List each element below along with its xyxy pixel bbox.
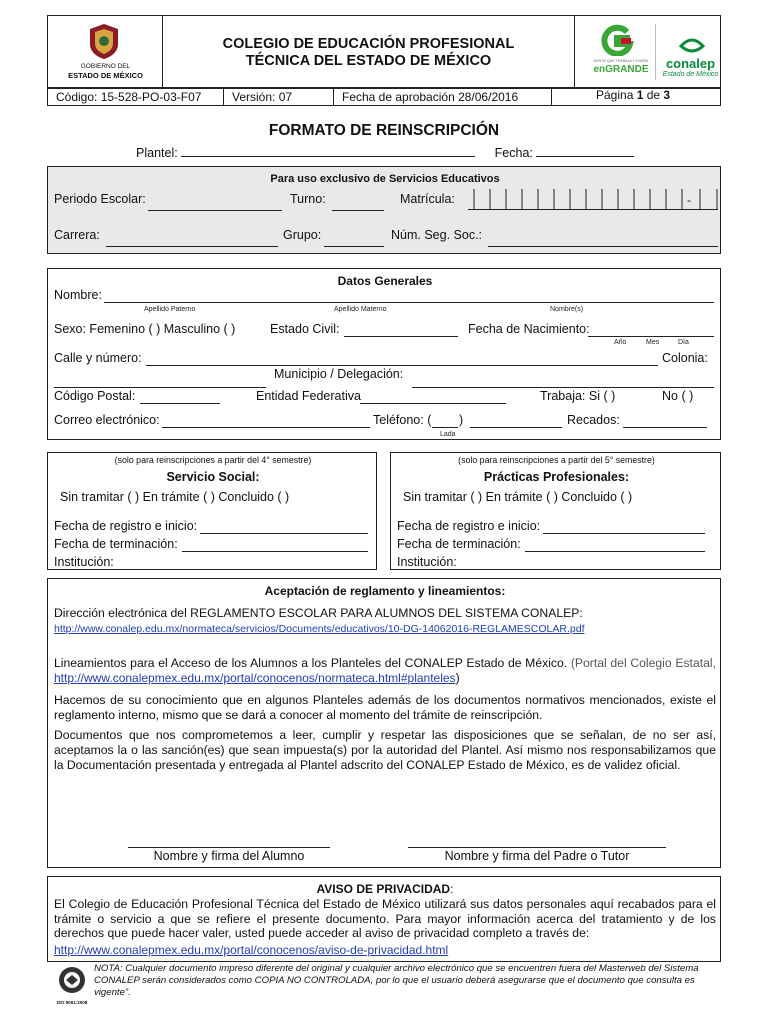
conalep-logo-icon [679, 36, 705, 56]
social-registro-label: Fecha de registro e inicio: [54, 519, 198, 533]
matricula-dividers [468, 189, 718, 210]
social-terminacion-label: Fecha de terminación: [54, 537, 178, 551]
lada-hint: Lada [440, 431, 456, 438]
document-version: Versión: 07 [232, 90, 293, 104]
practicas-institucion-label: Institución: [397, 555, 457, 569]
gov-line1: GOBIERNO DEL [80, 63, 131, 70]
social-terminacion-field[interactable] [182, 541, 368, 552]
municipio-field[interactable] [412, 377, 714, 388]
gov-logo-cell [48, 16, 163, 89]
engrande-g-icon [597, 24, 637, 56]
social-institucion-label: Institución: [54, 555, 114, 569]
matricula-dash: - [687, 193, 691, 207]
plantel-row [136, 146, 634, 160]
general-data-section [47, 268, 721, 440]
apellido-paterno-hint: Apellido Paterno [144, 306, 196, 313]
plantel-field[interactable] [181, 146, 475, 157]
social-status-options[interactable]: Sin tramitar ( ) En trámite ( ) Concluido ( ) [60, 490, 290, 504]
trabaja-no-option[interactable]: No ( ) [662, 389, 694, 403]
acceptance-section [47, 578, 721, 868]
reglamento-interno-text: Hacemos de su conocimiento que en algunos Planteles además de los documentos normativos mencionados, existe el reglamento interno, mismo que se dará a conocer al momento del trámite de reinscripción. [54, 693, 716, 722]
footer-note: NOTA: Cualquier documento impreso diferente del original y cualquier archivo electrónico que se encuentren fuera del Masterweb del Sistema CONALEP serán considerados como COPIA NO CONTROLADA, por lo que el usuario deberá asegurarse que el documento que consulta es vigente”. [94, 963, 699, 998]
telefono-close: ) [459, 413, 464, 427]
fecha-field[interactable] [536, 146, 634, 157]
practicas-status-options[interactable]: Sin tramitar ( ) En trámite ( ) Concluido ( ) [403, 490, 633, 504]
student-signature-line[interactable] [128, 847, 330, 848]
iso-cert-icon [54, 964, 90, 1000]
social-institucion-field[interactable] [120, 559, 368, 570]
correo-field[interactable] [162, 417, 370, 428]
practicas-title: Prácticas Profesionales: [483, 470, 630, 484]
practicas-section [390, 452, 721, 570]
nacimiento-field[interactable] [588, 326, 714, 337]
general-title: Datos Generales [337, 274, 433, 288]
matricula-label: Matrícula: [400, 192, 455, 206]
parent-signature-line[interactable] [408, 847, 666, 848]
services-title: Para uso exclusivo de Servicios Educativos [270, 173, 500, 185]
lineamientos-text: Lineamientos para el Acceso de los Alumnos a los Planteles del CONALEP Estado de México. (Portal del Colegio Estatal, http://www.conalepmex.edu.mx/portal/conocenos/normateca.html#planteles) [54, 656, 716, 685]
reglamento-text: Dirección electrónica del REGLAMENTO ESCOLAR PARA ALUMNOS DEL SISTEMA CONALEP: [54, 606, 583, 620]
plantel-label: Plantel: [136, 146, 178, 160]
colonia-field[interactable] [54, 377, 266, 388]
apellido-materno-hint: Apellido Materno [334, 306, 387, 313]
services-section [47, 166, 721, 254]
codigo-postal-label: Código Postal: [54, 389, 136, 403]
trabaja-si-option[interactable]: Trabaja: Si ( ) [540, 389, 616, 403]
periodo-field[interactable] [148, 200, 282, 211]
privacy-text: El Colegio de Educación Profesional Técnica del Estado de México utilizará sus datos personales aquí recabados para el trámite o servicio a que se refiere el presente documento. Para mayor información acerca del tratamiento y de los derechos que puede hacer valer, usted puede acceder al aviso de privacidad completo a través de: [54, 897, 716, 940]
periodo-label: Periodo Escolar: [54, 192, 146, 206]
recados-label: Recados: [567, 413, 620, 427]
codigo-postal-field[interactable] [140, 393, 220, 404]
nombre-label: Nombre: [54, 288, 102, 302]
telefono-label: Teléfono: ( [373, 413, 432, 427]
nss-field[interactable] [488, 236, 718, 247]
social-note: (solo para reinscripciones a partir del 4° semestre) [114, 455, 312, 465]
estado-civil-label: Estado Civil: [270, 322, 340, 336]
calle-field[interactable] [146, 355, 658, 366]
privacy-title: AVISO DE PRIVACIDAD: [316, 882, 454, 896]
privacy-section [47, 876, 721, 962]
correo-label: Correo electrónico: [54, 413, 160, 427]
engrande-slogan: GENTE QUE TRABAJA Y LOGRA [593, 59, 649, 63]
matricula-boxes[interactable] [468, 189, 718, 210]
reglamento-link[interactable]: http://www.conalep.edu.mx/normateca/servicios/Documents/educativos/10-DG-14062016-REGLAMESCOLAR.pdf [54, 623, 585, 635]
sexo-options[interactable]: Sexo: Femenino ( ) Masculino ( ) [54, 322, 236, 336]
lineamientos-link[interactable]: http://www.conalepmex.edu.mx/portal/conocenos/normateca.html#planteles [54, 671, 456, 685]
approval-date: Fecha de aprobación 28/06/2016 [342, 90, 519, 104]
gov-shield-icon [86, 22, 122, 60]
conalep-sub: Estado de México [662, 71, 719, 78]
lada-field[interactable] [432, 417, 458, 428]
student-signature-label: Nombre y firma del Alumno [153, 849, 305, 863]
entidad-field[interactable] [360, 393, 506, 404]
compromiso-text: Documentos que nos comprometemos a leer, cumplir y respetar las disposiciones que se señalan, de no ser así, aceptamos la o las sanción(es) que sean impuesta(s) por la autoridad del Plantel. Así mismo nos responsabilizamos que la Documentación presentada y entregada al Plantel adscrito del CONALEP Estado de México, es de validez oficial. [54, 728, 716, 772]
acceptance-title: Aceptación de reglamento y lineamientos: [264, 584, 506, 598]
recados-field[interactable] [623, 417, 707, 428]
grupo-label: Grupo: [283, 228, 322, 242]
document-code-row [47, 88, 721, 106]
nombres-hint: Nombre(s) [550, 306, 584, 313]
document-code: Código: 15-528-PO-03-F07 [56, 90, 202, 104]
gov-line2: ESTADO DE MÉXICO [68, 71, 143, 80]
mes-hint: Mes [646, 339, 660, 346]
entidad-label: Entidad Federativa [256, 389, 361, 403]
nacimiento-label: Fecha de Nacimiento: [468, 322, 590, 336]
nombre-field[interactable] [104, 292, 714, 303]
social-registro-field[interactable] [200, 523, 368, 534]
form-title: FORMATO DE REINSCRIPCIÓN [268, 122, 500, 139]
colonia-label: Colonia: [662, 351, 708, 365]
estado-civil-field[interactable] [344, 326, 458, 337]
fecha-label: Fecha: [494, 146, 533, 160]
document-header [47, 15, 721, 88]
privacy-link[interactable]: http://www.conalepmex.edu.mx/portal/conocenos/aviso-de-privacidad.html [54, 943, 449, 957]
calle-label: Calle y número: [54, 351, 142, 365]
grupo-field[interactable] [324, 236, 384, 247]
engrande-word: enGRANDE [593, 64, 649, 75]
social-title: Servicio Social: [166, 470, 260, 484]
institution-name-cell [163, 16, 575, 89]
page-indicator: Página 1 de 3 [596, 88, 671, 102]
practicas-note: (solo para reinscripciones a partir del 5° semestre) [458, 455, 655, 465]
carrera-field[interactable] [106, 236, 278, 247]
municipio-label: Municipio / Delegación: [274, 367, 404, 381]
practicas-institucion-field[interactable] [463, 559, 705, 570]
brand-logos-cell [575, 16, 722, 89]
practicas-terminacion-field[interactable] [525, 541, 705, 552]
conalep-word: conalep [665, 56, 716, 71]
carrera-label: Carrera: [54, 228, 100, 242]
iso-label: ISO 9001:2008 [56, 1000, 88, 1005]
institution-line2: TÉCNICA DEL ESTADO DE MÉXICO [245, 52, 492, 69]
parent-signature-label: Nombre y firma del Padre o Tutor [444, 849, 630, 863]
turno-label: Turno: [290, 192, 326, 206]
anio-hint: Año [614, 339, 627, 346]
social-service-section [47, 452, 377, 570]
turno-field[interactable] [332, 200, 384, 211]
practicas-terminacion-label: Fecha de terminación: [397, 537, 521, 551]
nss-label: Núm. Seg. Soc.: [391, 228, 483, 242]
practicas-registro-label: Fecha de registro e inicio: [397, 519, 541, 533]
dia-hint: Día [678, 339, 689, 346]
telefono-field[interactable] [470, 417, 562, 428]
institution-line1: COLEGIO DE EDUCACIÓN PROFESIONAL [222, 35, 515, 52]
practicas-registro-field[interactable] [543, 523, 705, 534]
